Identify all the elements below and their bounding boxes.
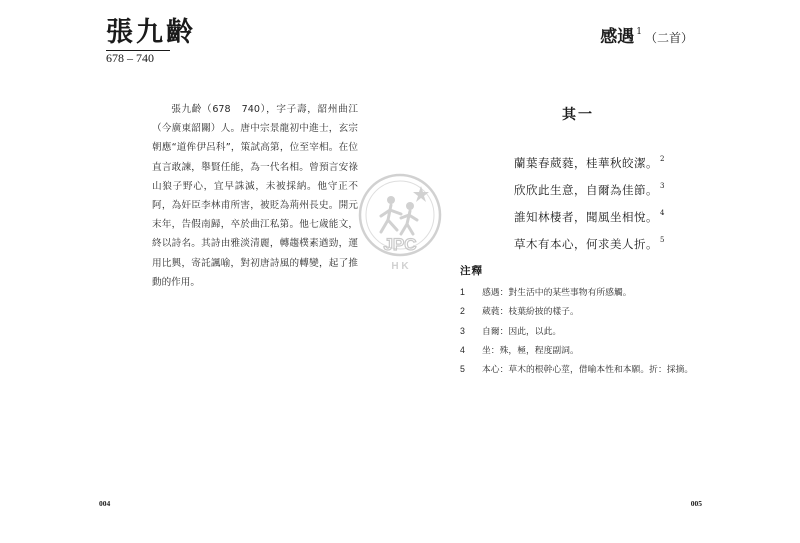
verse-text: 誰知林棲者，聞風坐相悅。 [514, 210, 658, 224]
note-number: 5 [460, 364, 465, 375]
note-item [460, 283, 693, 302]
notes-heading: 注釋 [460, 265, 483, 277]
poem-title-subtitle: （二首） [644, 31, 693, 45]
note-text: 感遇：對生活中的某些事物有所感觸。 [482, 288, 632, 298]
author-years: 678 – 740 [106, 51, 154, 65]
verse-line [514, 175, 665, 202]
note-text: 葳蕤：枝葉紛披的樣子。 [482, 307, 579, 318]
jpc-watermark-logo [355, 170, 445, 280]
right-page [400, 0, 800, 543]
note-number: 2 [460, 306, 465, 317]
logo-subtext: H K [391, 261, 409, 272]
page-number-right: 005 [690, 499, 702, 508]
logo-text: JPC [383, 235, 417, 254]
poem-title-text: 感遇 [600, 27, 635, 47]
verse-line [514, 229, 665, 256]
verse-footnote-marker: 4 [660, 209, 665, 217]
note-number: 3 [460, 325, 465, 336]
note-item [460, 322, 693, 341]
verse-text: 欣欣此生意，自爾為佳節。 [514, 183, 658, 197]
author-name: 張九齡 [106, 17, 196, 48]
page-number-left: 004 [99, 499, 111, 508]
note-number: 4 [460, 344, 465, 355]
note-text: 坐：殊，極，程度副詞。 [482, 345, 579, 356]
note-text: 本心：草木的根幹心莖，借喻本性和本願。折：採摘。 [482, 365, 694, 376]
note-item [460, 341, 693, 360]
verse-text: 蘭葉春葳蕤，桂華秋皎潔。 [514, 156, 658, 170]
poem-section-heading: 其一 [562, 107, 594, 123]
verse-footnote-marker: 2 [660, 155, 665, 163]
notes-list [460, 283, 693, 379]
poem-title [600, 22, 693, 48]
biography-text: 張九齡（678 740），字子壽，韶州曲江（今廣東韶關）人。唐中宗景龍初中進士，玄宗朝應“道侔伊呂科”，策試高第，位至宰相。在位直言敢諫，舉賢任能，為一代名相。曾預言安祿山狼子野心，宜早誅滅，未被採納。他守正不阿，為奸臣李林甫所害，被貶為荊州長史。開元末年，告假南歸，卒於曲江私第。他七歲能文，終以詩名。其詩由雅淡清麗，轉趨樸素遒勁，運用比興，寄託諷喻，對初唐詩風的轉變，起了推動的作用。 [152, 104, 358, 288]
note-number: 1 [460, 287, 465, 297]
note-item [460, 360, 693, 379]
note-item [460, 302, 693, 321]
author-biography [152, 100, 358, 292]
poem-title-footnote-marker: 1 [636, 27, 642, 37]
verse-line [514, 202, 665, 229]
poem-verses [514, 148, 665, 256]
verse-line [514, 148, 665, 175]
note-text: 自爾：因此，以此。 [482, 326, 562, 337]
verse-footnote-marker: 5 [660, 236, 665, 244]
verse-footnote-marker: 3 [660, 182, 665, 190]
verse-text: 草木有本心，何求美人折。 [514, 237, 658, 251]
